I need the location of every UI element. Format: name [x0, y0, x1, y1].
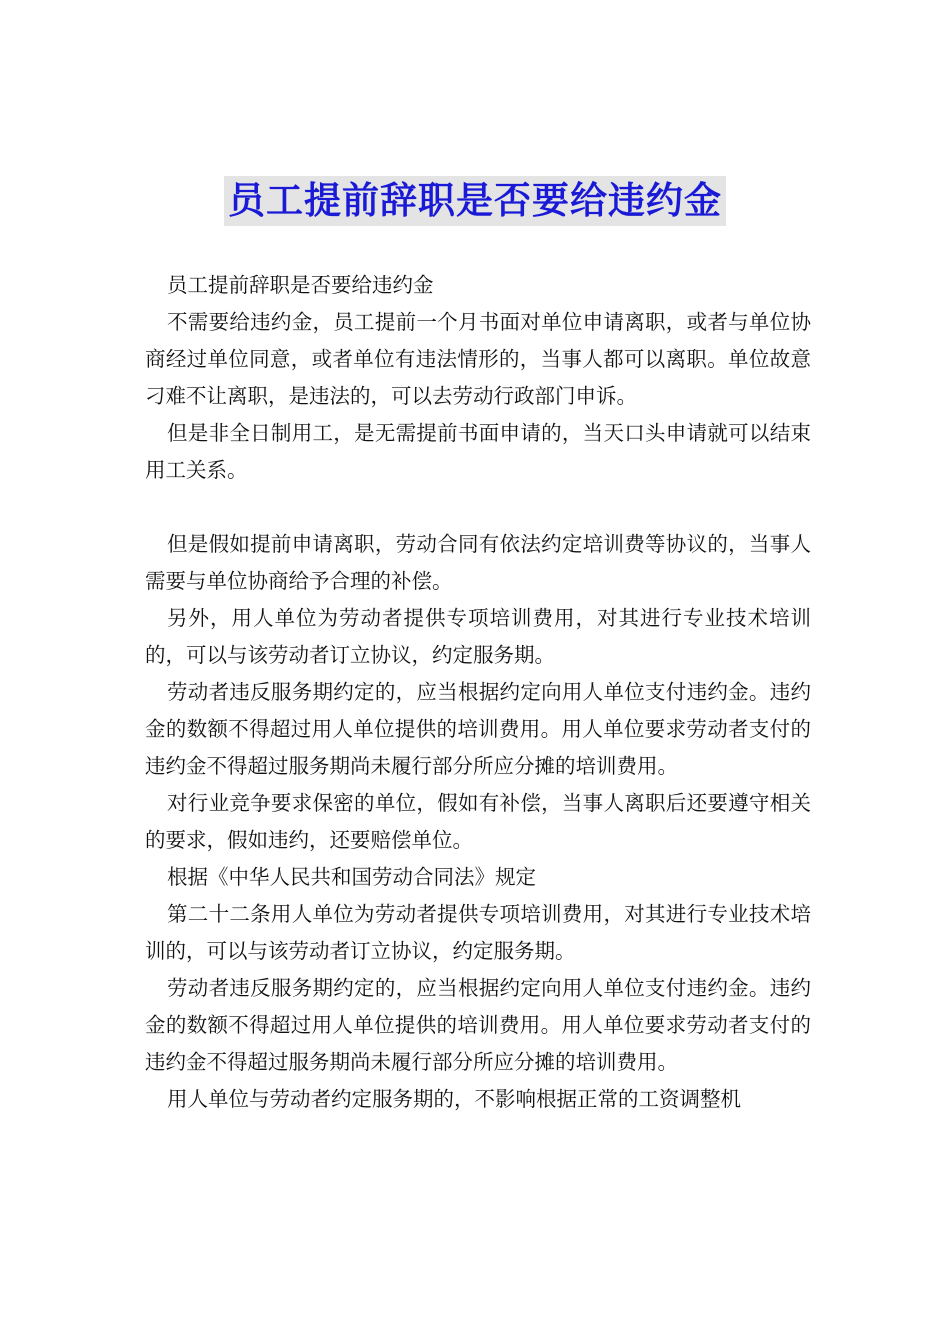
- paragraph: 劳动者违反服务期约定的，应当根据约定向用人单位支付违约金。违约金的数额不得超过用人单位提供的培训费用。用人单位要求劳动者支付的违约金不得超过服务期尚未履行部分所应分摊的培训费用。: [145, 976, 811, 1074]
- paragraph: 对行业竞争要求保密的单位，假如有补偿，当事人离职后还要遵守相关的要求，假如违约，还要赔偿单位。: [145, 791, 811, 852]
- document-body: [145, 267, 811, 1118]
- paragraph: 不需要给违约金，员工提前一个月书面对单位申请离职，或者与单位协商经过单位同意，或者单位有违法情形的，当事人都可以离职。单位故意刁难不让离职，是违法的，可以去劳动行政部门申诉。: [145, 310, 811, 408]
- paragraph-law-reference: 根据《中华人民共和国劳动合同法》规定: [167, 865, 536, 889]
- paragraph: 但是假如提前申请离职，劳动合同有依法约定培训费等协议的，当事人需要与单位协商给予合理的补偿。: [145, 532, 811, 593]
- document-title: 员工提前辞职是否要给违约金: [224, 176, 726, 226]
- paragraph: 劳动者违反服务期约定的，应当根据约定向用人单位支付违约金。违约金的数额不得超过用人单位提供的培训费用。用人单位要求劳动者支付的违约金不得超过服务期尚未履行部分所应分摊的培训费用。: [145, 680, 811, 778]
- paragraph-article: 第二十二条用人单位为劳动者提供专项培训费用，对其进行专业技术培训的，可以与该劳动者订立协议，约定服务期。: [145, 902, 811, 963]
- paragraph: 但是非全日制用工，是无需提前书面申请的，当天口头申请就可以结束用工关系。: [145, 421, 811, 482]
- paragraph: 另外，用人单位为劳动者提供专项培训费用，对其进行专业技术培训的，可以与该劳动者订立协议，约定服务期。: [145, 606, 811, 667]
- paragraph-subtitle: 员工提前辞职是否要给违约金: [167, 273, 434, 297]
- title-container: [0, 176, 950, 226]
- paragraph: 用人单位与劳动者约定服务期的，不影响根据正常的工资调整机: [167, 1087, 741, 1111]
